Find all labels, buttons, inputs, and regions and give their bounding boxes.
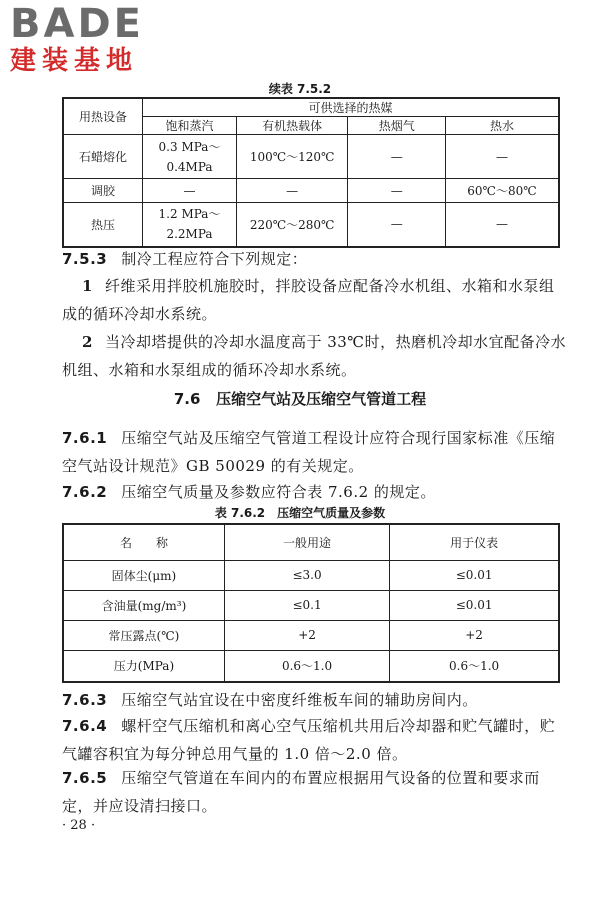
table-row <box>63 620 559 650</box>
item-text: 纤维采用拌胶机施胶时，拌胶设备应配备冷水机组、水箱和水泵组成的循环冷却水系统。 <box>62 277 555 323</box>
table2 <box>62 523 560 683</box>
table1-col-header: 饱和蒸汽 <box>143 117 237 135</box>
logo-wordmark: BADE <box>10 1 144 47</box>
table2-cell: ≤0.01 <box>390 560 559 590</box>
clause-text: 压缩空气质量及参数应符合表 7.6.2 的规定。 <box>121 483 436 501</box>
table2-col-header: 用于仪表 <box>390 524 559 560</box>
clause-7-5-3-item-1 <box>62 272 567 328</box>
clause-7-5-3 <box>62 245 567 273</box>
clause-number: 7.6.5 <box>62 769 108 787</box>
table1-cell: 0.3 MPa～ 0.4MPa <box>143 135 237 179</box>
table1-cell: — <box>445 203 559 247</box>
clause-7-6-4 <box>62 712 567 768</box>
clause-number: 7.5.3 <box>62 250 108 268</box>
clause-number: 7.6.4 <box>62 717 108 735</box>
table1-cell: — <box>143 179 237 203</box>
table1-cell: — <box>348 179 446 203</box>
table1-col-header: 热烟气 <box>348 117 446 135</box>
table2-cell: 含油量(mg/m³) <box>63 590 224 620</box>
item-number: 2 <box>82 333 93 351</box>
table1-col-header: 热水 <box>445 117 559 135</box>
table1-row-name: 调胶 <box>63 179 143 203</box>
table-row <box>63 135 559 179</box>
table1-row-name: 石蜡熔化 <box>63 135 143 179</box>
clause-number: 7.6.3 <box>62 691 108 709</box>
table1-cell: — <box>348 135 446 179</box>
table-row <box>63 203 559 247</box>
table2-cell: 常压露点(℃) <box>63 620 224 650</box>
table1-row-name: 热压 <box>63 203 143 247</box>
table-row <box>63 560 559 590</box>
table1-cell: — <box>348 203 446 247</box>
table2-cell: ≤0.01 <box>390 590 559 620</box>
clause-7-6-5 <box>62 764 567 820</box>
table2-cell: +2 <box>390 620 559 650</box>
section-number: 7.6 <box>173 390 201 408</box>
table1-cell: 1.2 MPa～ 2.2MPa <box>143 203 237 247</box>
section-title <box>0 388 600 409</box>
table1-header-equipment: 用热设备 <box>63 98 143 135</box>
clause-number: 7.6.2 <box>62 483 108 501</box>
table1-cell: — <box>445 135 559 179</box>
clause-7-6-1 <box>62 424 567 480</box>
clause-text: 螺杆空气压缩机和离心空气压缩机共用后冷却器和贮气罐时，贮气罐容积宜为每分钟总用气量的 1.0 倍～2.0 倍。 <box>62 717 556 763</box>
item-text: 当冷却塔提供的冷却水温度高于 33℃时，热磨机冷却水宜配备冷水机组、水箱和水泵组成的循环冷却水系统。 <box>62 333 567 379</box>
table2-cell: 固体尘(μm) <box>63 560 224 590</box>
table2-col-header: 名 称 <box>63 524 224 560</box>
table2-cell: 0.6～1.0 <box>390 650 559 682</box>
clause-7-6-2 <box>62 478 567 506</box>
table1-header-group: 可供选择的热媒 <box>143 98 559 117</box>
table2-caption: 表 7.6.2 压缩空气质量及参数 <box>214 506 386 520</box>
logo-subtitle: 建装基地 <box>10 46 139 76</box>
table2-col-header: 一般用途 <box>224 524 389 560</box>
table1-cell: 60℃～80℃ <box>445 179 559 203</box>
table-row <box>63 179 559 203</box>
table-row <box>63 590 559 620</box>
table1-cell: — <box>236 179 348 203</box>
item-number: 1 <box>82 277 93 295</box>
section-heading: 压缩空气站及压缩空气管道工程 <box>216 390 427 408</box>
table2-cell: ≤0.1 <box>224 590 389 620</box>
table1-caption: 续表 7.5.2 <box>268 82 332 96</box>
brand-logo <box>10 1 180 76</box>
clause-text: 压缩空气站及压缩空气管道工程设计应符合现行国家标准《压缩空气站设计规范》GB 50029 的有关规定。 <box>62 429 556 475</box>
table1-cell: 100℃～120℃ <box>236 135 348 179</box>
clause-text: 压缩空气站宜设在中密度纤维板车间的辅助房间内。 <box>121 691 478 709</box>
table1 <box>62 97 560 248</box>
clause-7-6-3 <box>62 686 567 714</box>
page-number: · 28 · <box>62 818 96 833</box>
table2-cell: 0.6～1.0 <box>224 650 389 682</box>
table2-cell: +2 <box>224 620 389 650</box>
table2-cell: 压力(MPa) <box>63 650 224 682</box>
table1-cell: 220℃～280℃ <box>236 203 348 247</box>
table-row <box>63 650 559 682</box>
clause-number: 7.6.1 <box>62 429 108 447</box>
clause-text: 制冷工程应符合下列规定： <box>121 250 308 268</box>
table2-cell: ≤3.0 <box>224 560 389 590</box>
clause-text: 压缩空气管道在车间内的布置应根据用气设备的位置和要求而定，并应设清扫接口。 <box>62 769 540 815</box>
clause-7-5-3-item-2 <box>62 328 567 384</box>
table1-col-header: 有机热载体 <box>236 117 348 135</box>
